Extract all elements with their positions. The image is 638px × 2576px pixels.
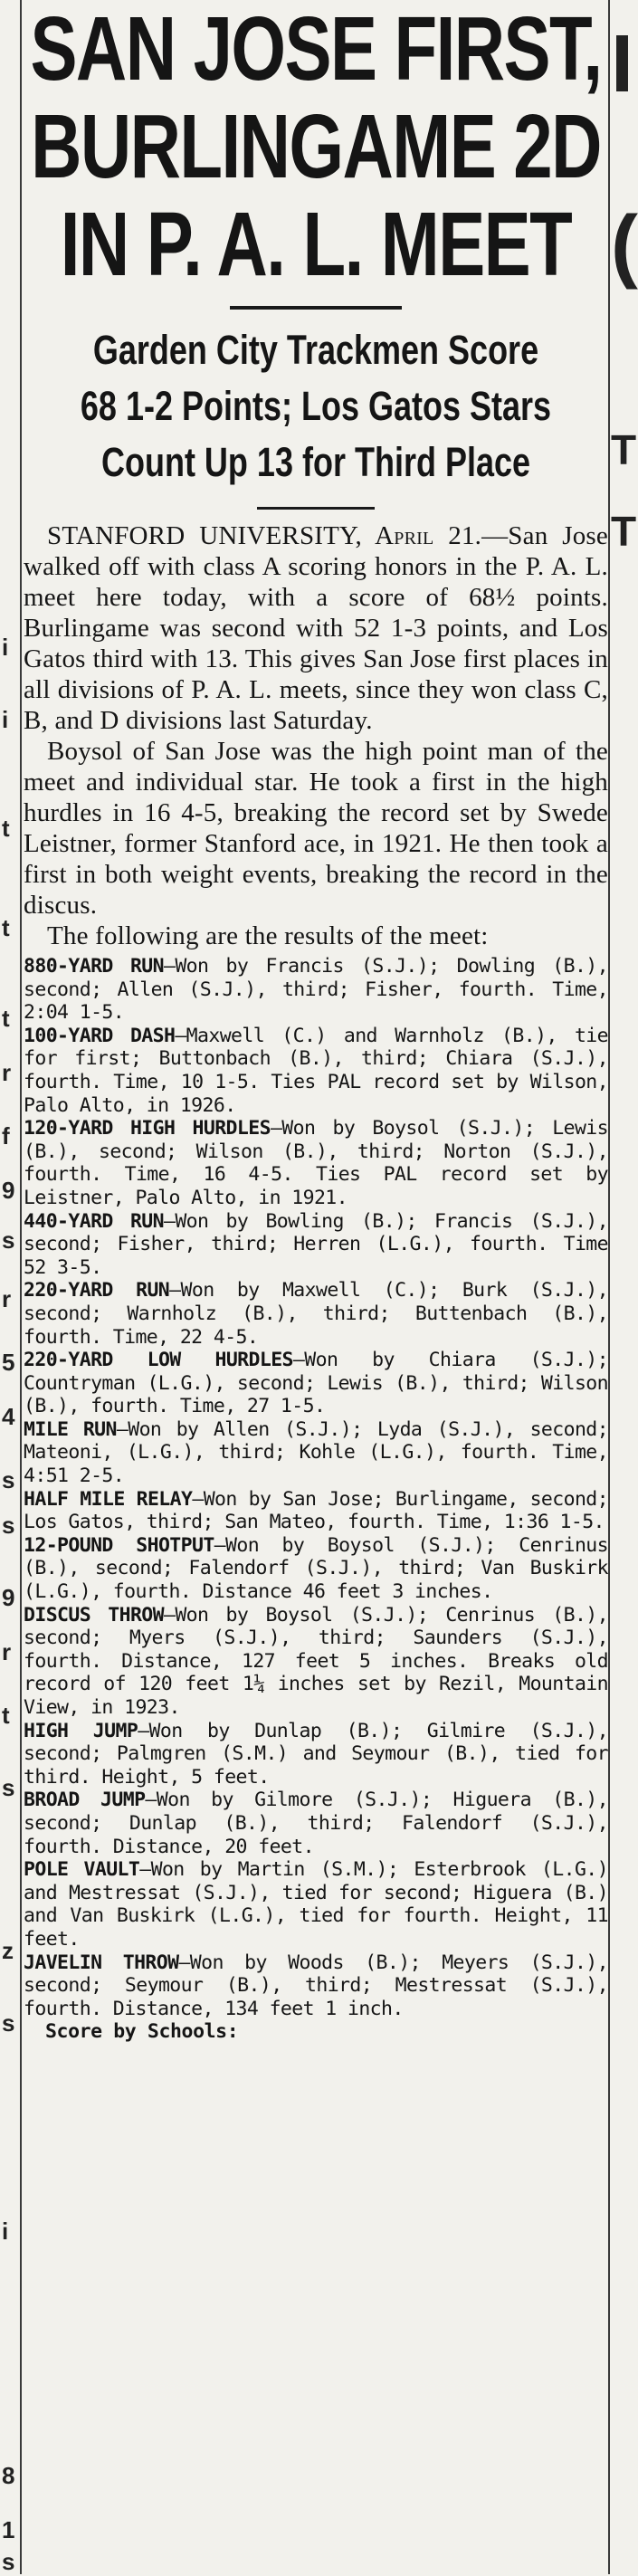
event-result: —Won by Allen (S.J.); Lyda (S.J.), second; Mateoni, (L.G.), third; Kohle (L.G.), fourth. Time, 4:51 2-5. xyxy=(24,1417,608,1488)
event-name: 12-POUND SHOTPUT xyxy=(24,1533,214,1557)
event-result: —Won by Boysol (S.J.); Lewis (B.), second; Wilson (B.), third; Norton (S.J.), fourth. Time, 16 4-5. Ties PAL record set by Leistner, Palo Alto, in 1921. xyxy=(24,1117,608,1209)
result-entry xyxy=(24,1534,608,1604)
result-entry xyxy=(24,1858,608,1951)
clipped-letter: I xyxy=(611,19,634,110)
event-name: JAVELIN THROW xyxy=(24,1951,179,1974)
right-column-edge xyxy=(608,0,638,2574)
headline-line: IN P. A. L. MEET xyxy=(60,194,572,295)
event-result: —Won by Francis (S.J.); Dowling (B.), second; Allen (S.J.), third; Fisher, fourth. Time, 2:04 1-5. xyxy=(24,955,608,1025)
event-result: —Won by Chiara (S.J.); Countryman (L.G.), second; Lewis (B.), third; Wilson (B.), fourth. Time, 27 1-5. xyxy=(24,1349,608,1418)
score-by-schools-heading: Score by Schools: xyxy=(45,2020,239,2044)
headline xyxy=(24,0,608,293)
deck-rule xyxy=(257,507,375,510)
event-name: 440-YARD RUN xyxy=(24,1209,164,1233)
article-body xyxy=(24,520,608,951)
result-entry xyxy=(24,1117,608,1209)
clipped-letter: t xyxy=(2,815,10,842)
clipped-letter: s xyxy=(2,1466,15,1493)
result-entry xyxy=(24,1951,608,2021)
result-entry xyxy=(24,955,608,1025)
event-result: —Won by Maxwell (C.); Burk (S.J.), second; Warnholz (B.), third; Buttenbach (B.), fourth. Time, 22 4-5. xyxy=(24,1279,608,1349)
event-name: BROAD JUMP xyxy=(24,1789,146,1812)
result-entry xyxy=(24,1025,608,1117)
clipped-letter: t xyxy=(2,914,10,941)
subheadline-line: 68 1-2 Points; Los Gatos Stars xyxy=(80,383,552,429)
event-result: —Won by Dunlap (B.); Gilmire (S.J.), second; Palmgren (S.M.) and Seymour (B.), tied for third. Height, 5 feet. xyxy=(24,1719,608,1789)
dateline: STANFORD UNIVERSITY, April 21. xyxy=(47,521,482,550)
event-name: POLE VAULT xyxy=(24,1858,140,1882)
results-intro: The following are the results of the meet: xyxy=(47,921,489,950)
event-result: —Maxwell (C.) and Warnholz (B.), tie for first; Buttonbach (B.), third; Chiara (S.J.), fourth. Time, 10 1-5. Ties PAL record set by Wilson, Palo Alto, in 1926. xyxy=(24,1024,608,1117)
event-name: MILE RUN xyxy=(24,1417,117,1441)
event-result: —Won by Bowling (B.); Francis (S.J.), second; Fisher, third; Herren (L.G.), fourth. Time 52 3-5. xyxy=(24,1209,608,1279)
event-result: —Won by Woods (B.); Meyers (S.J.), second; Seymour (B.), third; Mestressat (S.J.), fourth. Distance, 134 feet 1 inch. xyxy=(24,1951,608,2020)
result-entry xyxy=(24,1720,608,1789)
event-name: DISCUS THROW xyxy=(24,1603,164,1627)
result-entry xyxy=(24,1488,608,1534)
event-result: —Won by Martin (S.M.); Esterbrook (L.G.) and Mestressat (S.J.), tied for second; Higuera (B.) and Van Buskirk (L.G.), tied for fourth. Height, 11 feet. xyxy=(24,1858,608,1951)
clipped-letter: i xyxy=(2,634,9,661)
clipped-letter: i xyxy=(2,706,9,733)
result-entry xyxy=(24,1418,608,1488)
clipped-letter: T xyxy=(611,426,637,473)
headline-line: BURLINGAME 2D xyxy=(31,96,601,197)
result-entry xyxy=(24,1604,608,1720)
event-name: 220-YARD RUN xyxy=(24,1279,170,1302)
event-name: 220-YARD LOW HURDLES xyxy=(24,1349,293,1372)
clipped-letter: ( xyxy=(611,200,638,291)
subheadline xyxy=(24,322,608,491)
clipped-letter: 9 xyxy=(2,1177,15,1204)
subheadline-line: Count Up 13 for Third Place xyxy=(100,439,531,485)
clipped-letter: 9 xyxy=(2,1584,15,1611)
clipped-letter: s xyxy=(2,1774,15,1801)
result-entry xyxy=(24,1210,608,1280)
clipped-letter: s xyxy=(2,2009,15,2037)
result-entry xyxy=(24,1789,608,1858)
clipped-letter: t xyxy=(2,1005,10,1032)
event-name: 120-YARD HIGH HURDLES xyxy=(24,1117,271,1140)
event-result: —Won by San Jose; Burlingame, second; Los Gatos, third; San Mateo, fourth. Time, 1:36 1-5. xyxy=(24,1487,608,1534)
clipped-letter: 4 xyxy=(2,1403,15,1430)
clipped-letter: s xyxy=(2,1512,15,1539)
headline-line: SAN JOSE FIRST, xyxy=(30,0,602,100)
clipped-letter: 8 xyxy=(2,2462,15,2489)
results-list xyxy=(24,955,608,2020)
clipped-letter: t xyxy=(2,1702,10,1729)
paragraph-text: —San Jose walked off with class A scoring honors in the P. A. L. meet here today, with a score of 68½ points. Burlingame was second with 52 1-3 points, and Los Gatos third with 13. This gives San Jose first places in all divisions of P. A. L. meets, since they won class C, B, and D divisions last Saturday. xyxy=(24,521,608,735)
event-result: —Won by Boysol (S.J.); Cenrinus (B.), second; Myers (S.J.), third; Saunders (S.J.), fourth. Distance, 127 feet 5 inches. Breaks old record of 120 feet 1¼ inches set by Rezil, Mountain View, in 1923. xyxy=(24,1603,608,1719)
clipped-letter: i xyxy=(2,2218,9,2245)
clipped-letter: z xyxy=(2,1937,14,1964)
paragraph xyxy=(24,520,608,736)
clipped-letter: r xyxy=(2,1059,12,1086)
clipped-letter: f xyxy=(2,1122,10,1150)
clipped-letter: r xyxy=(2,1285,12,1312)
clipped-letter: s xyxy=(2,2548,15,2575)
clipped-letter: s xyxy=(2,1226,15,1254)
clipped-letter: T xyxy=(611,508,637,555)
event-name: 880-YARD RUN xyxy=(24,955,164,978)
paragraph: Boysol of San Jose was the high point man of the meet and individual star. He took a first in the high hurdles in 16 4-5, breaking the record set by Swede Leistner, former Stanford ace, in 1921. He then took a first in both weight events, breaking the record in the discus. xyxy=(24,737,608,920)
result-entry xyxy=(24,1349,608,1418)
clipped-letter: r xyxy=(2,1638,12,1665)
clipped-letter: 1 xyxy=(2,2516,15,2543)
subheadline-line: Garden City Trackmen Score xyxy=(92,327,539,373)
left-column-edge xyxy=(0,0,22,2574)
event-result: —Won by Gilmore (S.J.); Higuera (B.), second; Dunlap (B.), third; Falendorf (S.J.), fourth. Distance, 20 feet. xyxy=(24,1789,608,1858)
clipped-letter: 5 xyxy=(2,1349,15,1376)
headline-rule xyxy=(230,306,402,310)
event-result: —Won by Boysol (S.J.); Cenrinus (B.), second; Falendorf (S.J.), third; Van Buskirk (L.G.), fourth. Distance 46 feet 3 inches. xyxy=(24,1533,608,1604)
result-entry xyxy=(24,1279,608,1349)
article-column xyxy=(24,0,608,2044)
event-name: HALF MILE RELAY xyxy=(24,1487,193,1511)
event-name: 100-YARD DASH xyxy=(24,1024,176,1047)
event-name: HIGH JUMP xyxy=(24,1719,138,1742)
